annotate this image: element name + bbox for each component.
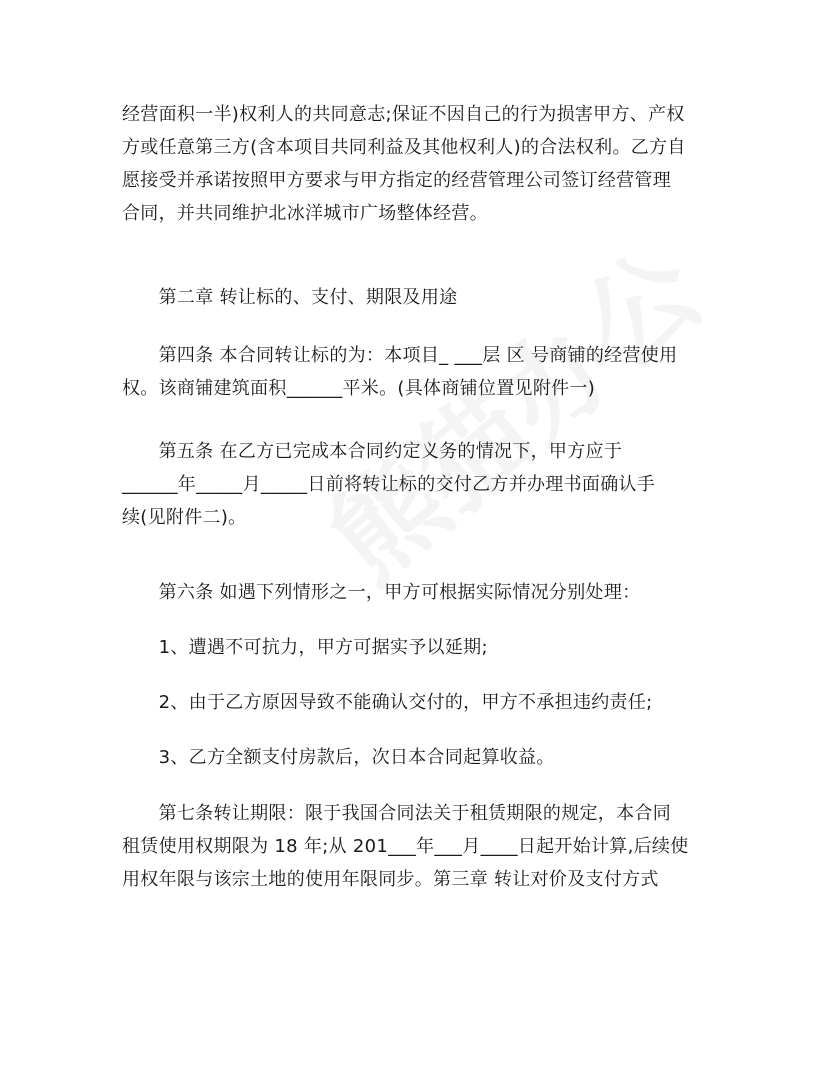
text-line: 经营面积一半)权利人的共同意志;保证不因自己的行为损害甲方、产权 [122, 104, 685, 125]
text-line: 1、遭遇不可抗力，甲方可据实予以延期; [122, 637, 488, 658]
watermark [291, 207, 730, 611]
text-line: 第四条 本合同转让标的为：本项目_ ___层 区 号商铺的经营使用 [122, 345, 678, 366]
text-line: 第二章 转让标的、支付、期限及用途 [122, 287, 458, 308]
text-line: 租赁使用权期限为 18 年;从 201___年___月____日起开始计算,后续使 [122, 836, 689, 857]
text-line: 第六条 如遇下列情形之一，甲方可根据实际情况分别处理： [122, 582, 641, 603]
text-line: 用权年限与该宗土地的使用年限同步。第三章 转让对价及支付方式 [122, 869, 659, 890]
text-line: 方或任意第三方(含本项目共同利益及其他权利人)的合法权利。乙方自 [122, 137, 686, 158]
text-line: 2、由于乙方原因导致不能确认交付的，甲方不承担违约责任; [122, 692, 653, 713]
text-line: 续(见附件二)。 [122, 507, 247, 528]
article-6-item-3 [122, 741, 722, 774]
chapter-heading-2 [122, 281, 722, 314]
text-line: 合同，并共同维护北冰洋城市广场整体经营。 [122, 203, 488, 224]
article-5 [122, 435, 722, 534]
article-4 [122, 339, 722, 405]
text-line: ______年_____月_____日前将转让标的交付乙方并办理书面确认手 [122, 474, 656, 495]
text-line: 3、乙方全额支付房款后，次日本合同起算收益。 [122, 747, 555, 768]
article-6 [122, 576, 722, 609]
article-6-item-1 [122, 631, 722, 664]
text-line: 愿接受并承诺按照甲方要求与甲方指定的经营管理公司签订经营管理 [122, 170, 671, 191]
text-line: 第五条 在乙方已完成本合同约定义务的情况下，甲方应于 [122, 441, 623, 462]
article-6-item-2 [122, 686, 722, 719]
text-line: 权。该商铺建筑面积______平米。(具体商铺位置见附件一) [122, 378, 596, 399]
article-7 [122, 797, 722, 896]
paragraph-intro [122, 98, 722, 230]
text-line: 第七条转让期限：限于我国合同法关于租赁期限的规定，本合同 [122, 803, 671, 824]
